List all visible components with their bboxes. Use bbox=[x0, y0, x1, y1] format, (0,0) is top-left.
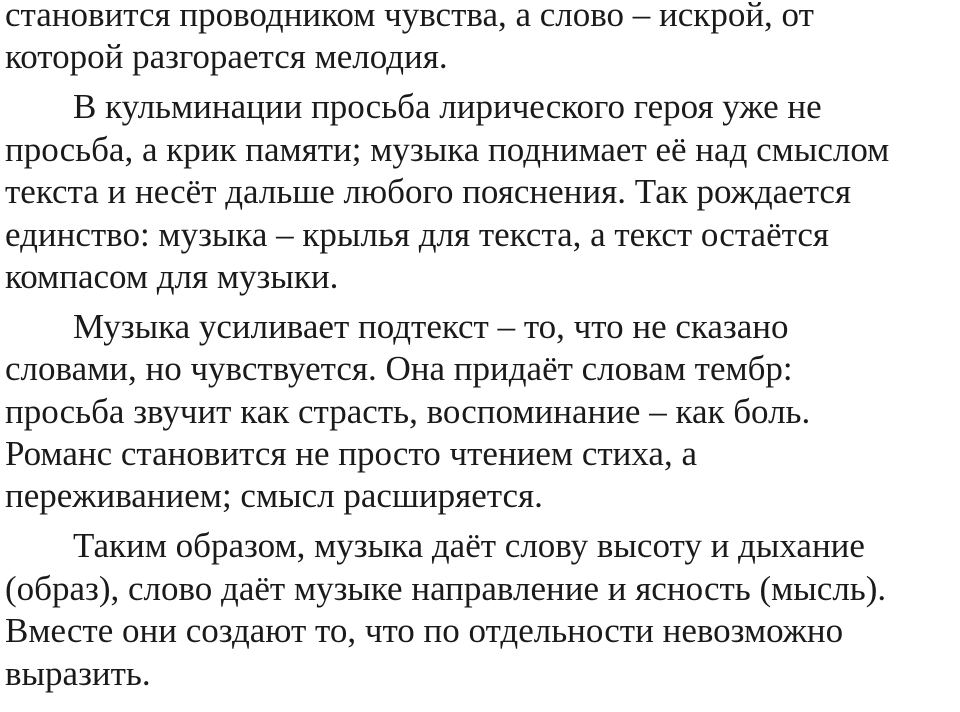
text-line-indented: Музыка усиливает подтекст – то, что не сказано bbox=[73, 306, 789, 346]
text-line: единство: музыка – крылья для текста, а текст остаётся bbox=[5, 214, 829, 254]
text-line: Романс становится не просто чтением стиха, а bbox=[5, 434, 698, 474]
text-line-indented: Таким образом, музыка даёт слову высоту и дыхание bbox=[73, 526, 865, 566]
text-line: просьба, а крик памяти; музыка поднимает её над смыслом bbox=[5, 129, 890, 169]
text-line: которой разгорается мелодия. bbox=[5, 37, 448, 77]
document-page bbox=[5, 0, 955, 695]
paragraph-subtext bbox=[5, 306, 955, 518]
text-line: выразить. bbox=[5, 653, 151, 693]
text-line: (образ), слово даёт музыке направление и ясность (мысль). bbox=[5, 568, 887, 608]
paragraph-continuation bbox=[5, 0, 955, 79]
text-line: текста и несёт дальше любого пояснения. Так рождается bbox=[5, 172, 852, 212]
text-line: компасом для музыки. bbox=[5, 256, 339, 296]
text-line: просьба звучит как страсть, воспоминание – как боль. bbox=[5, 391, 811, 431]
text-line: переживанием; смысл расширяется. bbox=[5, 476, 543, 516]
text-line: становится проводником чувства, а слово – искрой, от bbox=[5, 0, 814, 34]
text-line-indented: В кульминации просьба лирического героя уже не bbox=[73, 87, 822, 127]
paragraph-culmination bbox=[5, 86, 955, 298]
text-line: Вместе они создают то, что по отдельности невозможно bbox=[5, 611, 844, 651]
paragraph-conclusion bbox=[5, 525, 955, 695]
text-line: словами, но чувствуется. Она придаёт словам тембр: bbox=[5, 349, 793, 389]
